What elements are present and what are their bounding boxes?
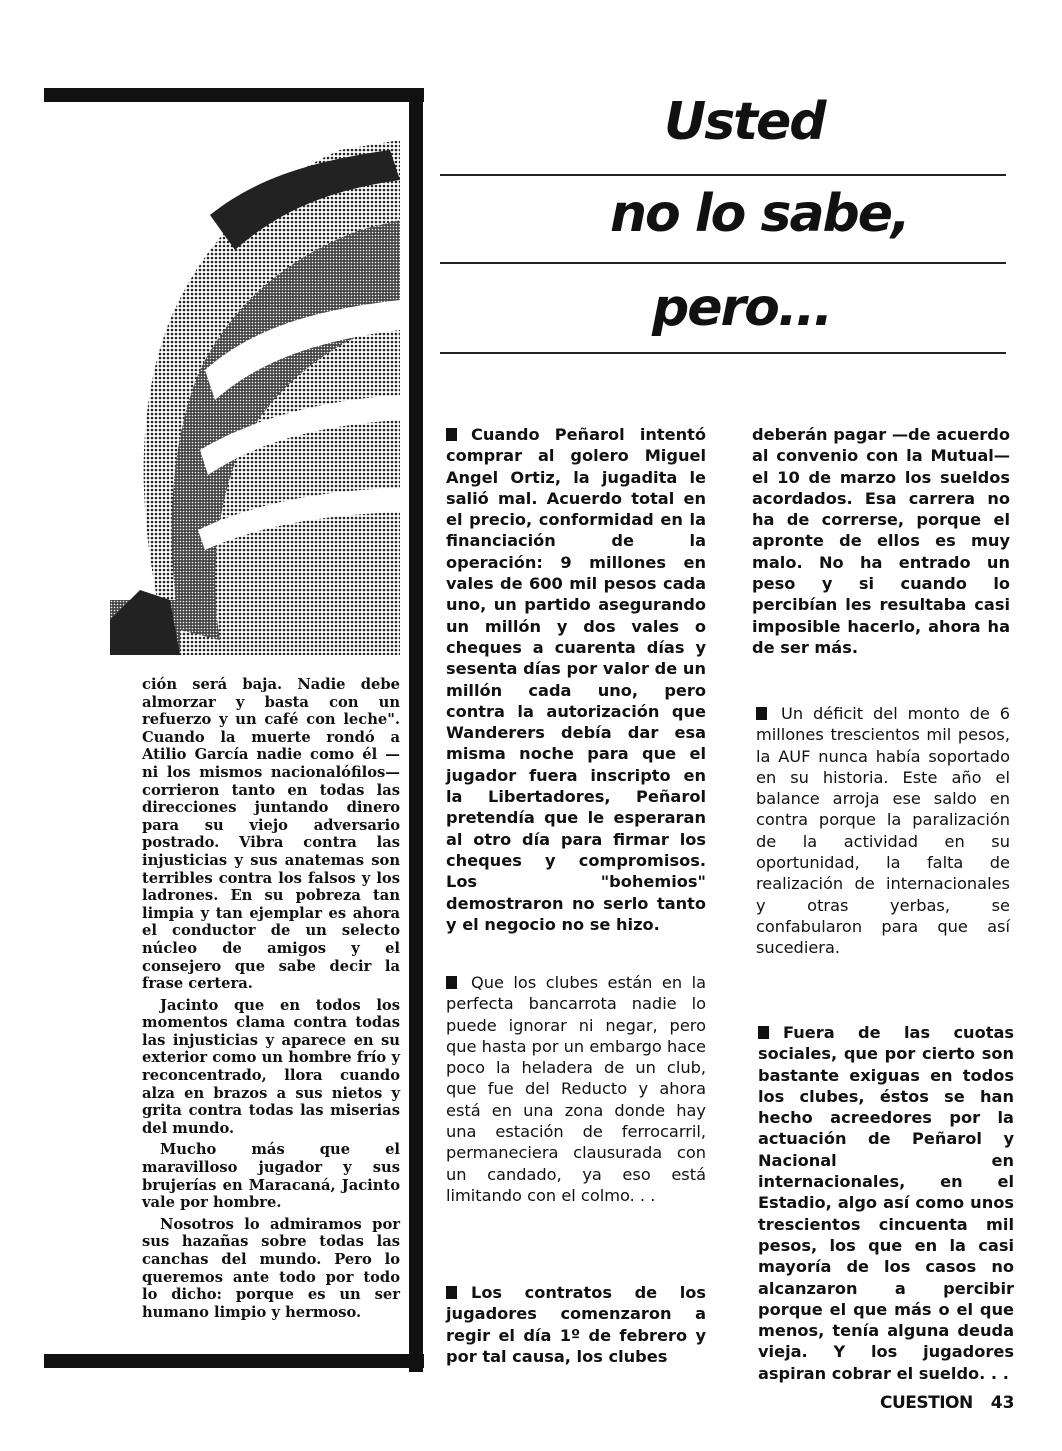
news-item-deficit: Un déficit del monto de 6 millones trescientos mil pesos, la AUF nunca había soportado en su historia. Este año el balance arroja ese saldo en contra porque la paralización de la actividad en su oportunidad, la falta de realización de internacionales y otras yerbas, se confabularon para que así sucediera. <box>756 704 1010 958</box>
title-rule <box>440 352 1006 354</box>
left-paragraph: Mucho más que el maravilloso jugador y sus brujerías en Maracaná, Jacinto vale por hombre. <box>142 1141 400 1212</box>
square-bullet-icon <box>446 428 457 441</box>
title-line-2: no lo sabe, <box>610 184 909 244</box>
title-line-1: Usted <box>664 92 825 152</box>
news-item-contratos: Los contratos de los jugadores comenzaron a regir el día 1º de febrero y por tal causa, los clubes <box>446 1283 706 1366</box>
left-paragraph: Jacinto que en todos los momentos clama contra todas las injusticias y aparece en su exterior como un hombre frío y reconcentrado, llora cuando alza en brazos a sus nietos y grita contra todas las miserias del mundo. <box>142 996 400 1137</box>
title-rule <box>440 174 1006 176</box>
frame-right-bar <box>409 88 423 1372</box>
frame-bottom-bar <box>44 1354 424 1368</box>
square-bullet-icon <box>446 1286 457 1299</box>
square-bullet-icon <box>756 707 767 720</box>
page-footer <box>880 1393 1014 1413</box>
news-item-contratos-continued: deberán pagar —de acuerdo al convenio con la Mutual— el 10 de marzo los sueldos acordados. Esa carrera no ha de correrse, porque el apronte de ellos es muy malo. No ha entrado un peso y si cuando lo percibían les resultaba casi imposible hacerlo, ahora ha de ser más. <box>752 425 1010 657</box>
square-bullet-icon <box>758 1026 769 1039</box>
left-paragraph: ción será baja. Nadie debe almorzar y basta con un refuerzo y un café con leche". Cuando la muerte rondó a Atilio García nadie como él —ni los mismos nacionalófilos— corrieron tanto en todas las direcciones juntando dinero para su viejo adversario postrado. Vibra contra las injusticias y sus anatemas son terribles contra los falsos y los ladrones. En su pobreza tan limpia y tan ejemplar es ahora el conductor de un selecto núcleo de amigos y el consejero que sabe decir la frase certera. <box>142 676 400 993</box>
football-photo <box>110 120 400 655</box>
news-item-ortiz: Cuando Peñarol intentó comprar al golero Miguel Angel Ortiz, la jugadita le salió mal. Acuerdo total en el precio, conformidad en la financiación de la operación: 9 millones en vales de 600 mil pesos cada uno, un partido asegurando un millón y dos vales o cheques a cuarenta días y sesenta días por valor de un millón cada uno, pero contra la autorización que Wanderers debía dar esa misma noche para que el jugador fuera inscripto en la Libertadores, Peñarol pretendía que le esperaran al otro día para firmar los cheques y compromisos. Los "bohemios" demostraron no serlo tanto y el negocio no se hizo. <box>446 425 706 934</box>
title-rule <box>440 262 1006 264</box>
magazine-name: CUESTION <box>880 1393 973 1413</box>
title-line-3: pero... <box>652 278 832 338</box>
news-item-cuotas: Fuera de las cuotas sociales, que por cierto son bastante exiguas en todos los clubes, éstos se han hecho acreedores por la actuación de Peñarol y Nacional en internacionales, en el Estadio, algo así como unos trescientos cincuenta mil pesos, los que en la casi mayoría de los casos no alcanzaron a percibir porque el que más o el que menos, tenía alguna deuda vieja. Y los jugadores aspiran cobrar el sueldo. . . <box>758 1023 1014 1383</box>
left-column-text <box>142 676 400 1325</box>
left-paragraph: Nosotros lo admiramos por sus hazañas sobre todas las canchas del mundo. Pero lo queremos ante todo por todo lo dicho: porque es un ser humano limpio y hermoso. <box>142 1215 400 1321</box>
square-bullet-icon <box>446 976 457 989</box>
frame-top-bar <box>44 88 424 102</box>
page-number: 43 <box>990 1393 1015 1413</box>
news-item-bancarrota: Que los clubes están en la perfecta bancarrota nadie lo puede ignorar ni negar, pero que hasta por un embargo hace poco la heladera de un club, que fue del Reducto y ahora está en una zona donde hay una estación de ferrocarril, permaneciera clausurada con un candado, ya eso está limitando con el colmo. . . <box>446 973 706 1205</box>
